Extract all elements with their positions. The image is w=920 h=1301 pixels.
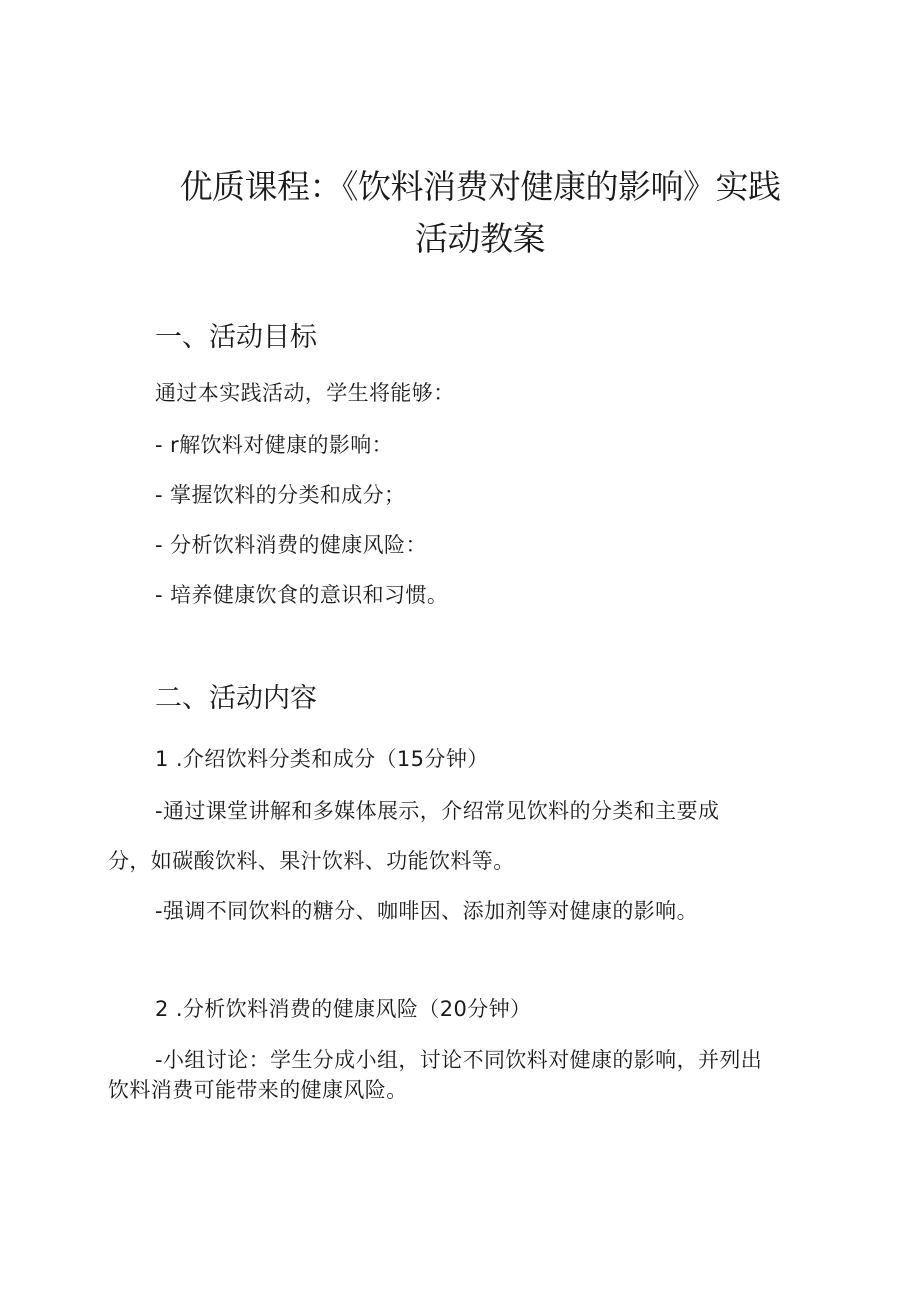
objective-item-2: - 掌握饮料的分类和成分； bbox=[155, 483, 406, 507]
section-1-intro: 通过本实践活动，学生将能够： bbox=[155, 381, 455, 405]
part-2-title: 2 .分析饮料消费的健康风险（20分钟） bbox=[155, 997, 532, 1021]
objective-item-1: - r解饮料对健康的影响： bbox=[155, 433, 394, 457]
part-1-paragraph-line-3: -强调不同饮料的糖分、咖啡因、添加剂等对健康的影响。 bbox=[155, 899, 698, 923]
part-1-paragraph-line-1: -通过课堂讲解和多媒体展示，介绍常见饮料的分类和主要成 bbox=[155, 799, 720, 823]
part-1-title: 1 .介绍饮料分类和成分（15分钟） bbox=[155, 747, 489, 771]
document-title-line-1: 优质课程：《饮料消费对健康的影响》实践 bbox=[179, 167, 781, 206]
part-2-paragraph-line-1: -小组讨论：学生分成小组，讨论不同饮料对健康的影响，并列出 bbox=[155, 1048, 763, 1072]
section-1-heading: 一、活动目标 bbox=[155, 322, 317, 353]
part-1-paragraph-line-2: 分，如碳酸饮料、果汁饮料、功能饮料等。 bbox=[108, 849, 515, 873]
document-title-line-2: 活动教案 bbox=[415, 219, 545, 258]
section-2-heading: 二、活动内容 bbox=[155, 683, 317, 714]
objective-item-4: - 培养健康饮食的意识和习惯。 bbox=[155, 583, 449, 607]
objective-item-3: - 分析饮料消费的健康风险： bbox=[155, 533, 427, 557]
part-2-paragraph-line-2: 饮料消费可能带来的健康风险。 bbox=[108, 1078, 408, 1102]
